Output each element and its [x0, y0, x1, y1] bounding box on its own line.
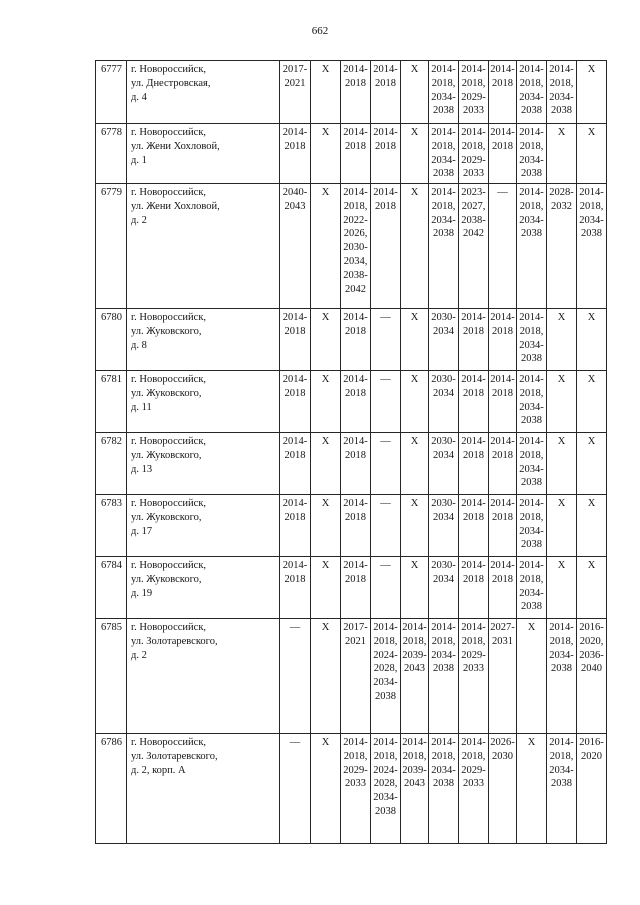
address-cell	[127, 371, 280, 433]
table-cell: 2014-2018, 2034-2038	[429, 124, 459, 184]
address-line: ул. Жуковского,	[131, 449, 202, 461]
address-line: ул. Жени Хохловой,	[131, 200, 220, 212]
table-cell: 2014-2018, 2034-2038	[429, 184, 459, 309]
address-line: ул. Жуковского,	[131, 325, 202, 337]
table-cell: 2014-2018	[341, 495, 371, 557]
table-cell: 2014-2018, 2034-2038	[577, 184, 607, 309]
table-row	[96, 124, 607, 184]
address-line: г. Новороссийск,	[131, 64, 207, 75]
address-line: ул. Днестровская,	[131, 77, 211, 89]
table-row	[96, 557, 607, 619]
address-line: ул. Жени Хохловой,	[131, 140, 220, 152]
table-cell: 2030-2034	[429, 495, 459, 557]
table-cell: X	[401, 495, 429, 557]
table-cell: 2014-2018	[341, 124, 371, 184]
table-cell: 2016-2020	[577, 734, 607, 844]
record-number: 6777	[96, 61, 127, 124]
table-cell: —	[280, 734, 311, 844]
address-line: г. Новороссийск,	[131, 127, 207, 138]
table-cell: 2014-2018	[489, 557, 517, 619]
table-cell: 2027-2031	[489, 619, 517, 734]
address-line: д. 4	[131, 91, 147, 103]
table-cell: X	[401, 433, 429, 495]
address-line: ул. Золотаревского,	[131, 635, 218, 647]
address-line: д. 2	[131, 649, 147, 661]
table-cell: 2014-2018, 2022-2026, 2030-2034, 2038-2042	[341, 184, 371, 309]
table-cell: 2014-2018	[341, 557, 371, 619]
table-row	[96, 371, 607, 433]
table-cell: 2014-2018	[341, 371, 371, 433]
table-cell: 2030-2034	[429, 433, 459, 495]
buildings-table	[95, 60, 607, 844]
address-line: д. 11	[131, 401, 152, 413]
table-cell: 2014-2018	[489, 371, 517, 433]
address-line: д. 19	[131, 587, 153, 599]
table-body	[96, 61, 607, 844]
table-cell: X	[311, 61, 341, 124]
table-cell: X	[311, 734, 341, 844]
table-cell: 2014-2018	[459, 433, 489, 495]
table-cell: 2014-2018, 2034-2038	[517, 124, 547, 184]
table-cell: 2014-2018	[489, 61, 517, 124]
table-cell: 2014-2018, 2029-2033	[459, 619, 489, 734]
table-cell: X	[577, 61, 607, 124]
table-cell: 2014-2018	[280, 371, 311, 433]
table-cell: 2014-2018	[489, 309, 517, 371]
table-cell: 2014-2018, 2029-2033	[459, 61, 489, 124]
table-cell: 2014-2018, 2034-2038	[429, 61, 459, 124]
table-cell: 2014-2018	[459, 309, 489, 371]
table-cell: X	[311, 433, 341, 495]
address-cell	[127, 61, 280, 124]
table-cell: 2014-2018, 2034-2038	[517, 557, 547, 619]
table-cell: 2014-2018	[280, 309, 311, 371]
table-row	[96, 433, 607, 495]
table-cell: 2028-2032	[547, 184, 577, 309]
table-cell: 2014-2018, 2034-2038	[517, 371, 547, 433]
table-row	[96, 61, 607, 124]
table-cell: 2014-2018	[459, 557, 489, 619]
table-cell: 2014-2018	[371, 184, 401, 309]
address-cell	[127, 124, 280, 184]
record-number: 6778	[96, 124, 127, 184]
table-cell: 2014-2018	[341, 61, 371, 124]
table-cell: X	[311, 619, 341, 734]
table-cell: 2014-2018, 2024-2028, 2034-2038	[371, 619, 401, 734]
table-cell: 2014-2018	[489, 433, 517, 495]
address-cell	[127, 433, 280, 495]
address-line: д. 2	[131, 214, 147, 226]
record-number: 6784	[96, 557, 127, 619]
address-cell	[127, 184, 280, 309]
table-cell: X	[401, 309, 429, 371]
table-cell: —	[371, 433, 401, 495]
table-cell: 2014-2018, 2034-2038	[517, 184, 547, 309]
address-line: г. Новороссийск,	[131, 374, 207, 385]
table-cell: 2014-2018	[489, 495, 517, 557]
table-cell: 2014-2018	[459, 495, 489, 557]
table-cell: X	[577, 124, 607, 184]
table-cell: 2014-2018	[280, 124, 311, 184]
table-row	[96, 734, 607, 844]
table-cell: 2014-2018, 2034-2038	[517, 61, 547, 124]
table-cell: X	[517, 734, 547, 844]
table-cell: X	[311, 557, 341, 619]
address-cell	[127, 309, 280, 371]
table-cell: X	[311, 309, 341, 371]
table-cell: 2030-2034	[429, 371, 459, 433]
page-number: 662	[311, 25, 329, 37]
table-cell: 2014-2018, 2034-2038	[429, 734, 459, 844]
table-cell: 2014-2018, 2029-2033	[459, 124, 489, 184]
table-cell: X	[311, 371, 341, 433]
table-cell: 2014-2018	[371, 124, 401, 184]
table-cell: 2014-2018	[341, 433, 371, 495]
address-cell	[127, 495, 280, 557]
table-cell: 2014-2018, 2029-2033	[341, 734, 371, 844]
address-line: г. Новороссийск,	[131, 560, 207, 571]
table-cell: X	[401, 124, 429, 184]
address-line: г. Новороссийск,	[131, 737, 207, 748]
table-cell: 2014-2018	[371, 61, 401, 124]
table-cell: X	[547, 557, 577, 619]
record-number: 6783	[96, 495, 127, 557]
address-line: д. 8	[131, 339, 147, 351]
table-cell: 2014-2018	[489, 124, 517, 184]
table-cell: X	[547, 433, 577, 495]
table-cell: 2014-2018, 2039-2043	[401, 619, 429, 734]
table-cell: X	[401, 371, 429, 433]
address-cell	[127, 619, 280, 734]
table-cell: X	[547, 309, 577, 371]
table-cell: 2017-2021	[280, 61, 311, 124]
table-cell: X	[401, 61, 429, 124]
record-number: 6779	[96, 184, 127, 309]
table-cell: X	[311, 124, 341, 184]
table-cell: 2014-2018	[459, 371, 489, 433]
table-cell: 2026-2030	[489, 734, 517, 844]
table-cell: X	[547, 371, 577, 433]
table-cell: 2023-2027, 2038-2042	[459, 184, 489, 309]
table-cell: 2030-2034	[429, 557, 459, 619]
table-cell: X	[577, 557, 607, 619]
table-cell: —	[371, 495, 401, 557]
table-row	[96, 184, 607, 309]
address-line: ул. Жуковского,	[131, 573, 202, 585]
address-line: г. Новороссийск,	[131, 622, 207, 633]
table-cell: —	[371, 371, 401, 433]
table-cell: —	[371, 309, 401, 371]
table-cell: X	[311, 495, 341, 557]
table-cell: 2014-2018	[341, 309, 371, 371]
address-line: д. 13	[131, 463, 153, 475]
table-cell: X	[401, 184, 429, 309]
table-cell: —	[489, 184, 517, 309]
address-line: г. Новороссийск,	[131, 436, 207, 447]
record-number: 6780	[96, 309, 127, 371]
table-cell: 2014-2018	[280, 557, 311, 619]
record-number: 6785	[96, 619, 127, 734]
table-cell: X	[577, 371, 607, 433]
table-cell: 2014-2018, 2039-2043	[401, 734, 429, 844]
table-cell: 2014-2018	[280, 495, 311, 557]
address-line: ул. Жуковского,	[131, 387, 202, 399]
address-line: д. 2, корп. А	[131, 764, 186, 776]
address-cell	[127, 734, 280, 844]
table-cell: 2014-2018, 2034-2038	[429, 619, 459, 734]
address-cell	[127, 557, 280, 619]
table-cell: 2014-2018	[280, 433, 311, 495]
table-cell: 2040-2043	[280, 184, 311, 309]
table-cell: —	[371, 557, 401, 619]
address-line: д. 17	[131, 525, 153, 537]
table-cell: 2014-2018, 2034-2038	[517, 495, 547, 557]
table-cell: 2016-2020, 2036-2040	[577, 619, 607, 734]
table-cell: X	[547, 124, 577, 184]
address-line: г. Новороссийск,	[131, 187, 207, 198]
record-number: 6786	[96, 734, 127, 844]
table-cell: 2014-2018, 2034-2038	[547, 734, 577, 844]
address-line: ул. Жуковского,	[131, 511, 202, 523]
table-row	[96, 309, 607, 371]
address-line: г. Новороссийск,	[131, 312, 207, 323]
address-line: г. Новороссийск,	[131, 498, 207, 509]
table-cell: 2014-2018, 2034-2038	[547, 619, 577, 734]
table-cell: X	[577, 433, 607, 495]
table-cell: X	[577, 309, 607, 371]
table-cell: 2014-2018, 2029-2033	[459, 734, 489, 844]
address-line: д. 1	[131, 154, 147, 166]
table-cell: 2014-2018, 2034-2038	[547, 61, 577, 124]
table-row	[96, 495, 607, 557]
record-number: 6781	[96, 371, 127, 433]
table-cell: X	[547, 495, 577, 557]
table-cell: 2014-2018, 2034-2038	[517, 309, 547, 371]
table-cell: X	[401, 557, 429, 619]
table-cell: —	[280, 619, 311, 734]
table-cell: 2014-2018, 2034-2038	[517, 433, 547, 495]
record-number: 6782	[96, 433, 127, 495]
table-cell: X	[577, 495, 607, 557]
table-cell: 2014-2018, 2024-2028, 2034-2038	[371, 734, 401, 844]
table-cell: X	[311, 184, 341, 309]
table-row	[96, 619, 607, 734]
address-line: ул. Золотаревского,	[131, 750, 218, 762]
table-cell: 2017-2021	[341, 619, 371, 734]
table-cell: X	[517, 619, 547, 734]
table-cell: 2030-2034	[429, 309, 459, 371]
